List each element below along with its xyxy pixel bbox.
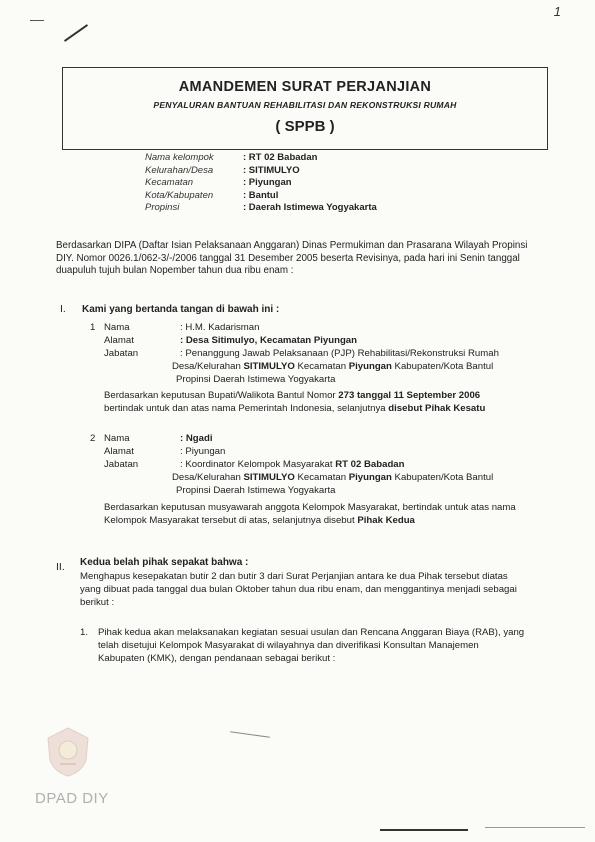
info-value: : Daerah Istimewa Yogyakarta <box>243 202 377 214</box>
party-1-position-line <box>172 361 493 374</box>
position-value: : Penanggung Jawab Pelaksanaan (PJP) Rehabilitasi/Rekonstruksi Rumah <box>180 348 499 359</box>
name-value: : H.M. Kadarisman <box>180 322 260 333</box>
party-2-name-row <box>104 433 213 446</box>
scan-mark <box>485 827 585 828</box>
party-1-position-row <box>104 348 499 361</box>
party-2-position-line <box>172 472 493 485</box>
text-span: 273 tanggal 11 September 2006 <box>338 390 481 401</box>
text-span: Kabupaten/Kota Bantul <box>391 472 494 483</box>
document-subtitle: PENYALURAN BANTUAN REHABILITASI DAN REKONSTRUKSI RUMAH <box>153 100 457 110</box>
text-span: Desa/Kelurahan <box>172 361 244 372</box>
pen-mark <box>64 24 88 42</box>
document-title: AMANDEMEN SURAT PERJANJIAN <box>178 79 432 95</box>
section-2-line: yang dibuat pada tanggal dua bulan Oktober tahun dua ribu enam, dan menggantinya menjadi sebagai <box>80 584 517 595</box>
party-2-position-row <box>104 459 405 472</box>
text-span: SITIMULYO <box>243 472 295 483</box>
text-span: SITIMULYO <box>243 361 295 372</box>
page-number: 1 <box>553 4 561 19</box>
coat-of-arms-logo <box>44 726 92 778</box>
info-row <box>145 177 377 190</box>
text-span: Pihak Kedua <box>357 515 415 526</box>
section-1-number: I. <box>60 303 66 315</box>
section-2-number: II. <box>56 561 65 573</box>
text-span: RT 02 Babadan <box>335 459 405 470</box>
party-2-position-line: Propinsi Daerah Istimewa Yogyakarta <box>176 485 336 496</box>
address-label: Alamat <box>104 335 134 346</box>
intro-paragraph <box>56 240 546 278</box>
text-span: Kabupaten/Kota Bantul <box>391 361 494 372</box>
intro-line: Berdasarkan DIPA (Daftar Isian Pelaksanaan Anggaran) Dinas Permukiman dan Prasarana Wilayah Propinsi <box>56 240 528 251</box>
info-value: : SITIMULYO <box>243 164 300 176</box>
party-1-name-row <box>104 322 259 335</box>
watermark-text: DPAD DIY <box>35 790 109 807</box>
text-span: : Koordinator Kelompok Masyarakat <box>180 459 336 470</box>
document-header <box>62 67 548 150</box>
party-1-address-row <box>104 335 357 348</box>
position-label: Jabatan <box>104 459 139 470</box>
scan-mark <box>230 731 270 738</box>
document-code: ( SPPB ) <box>275 118 335 135</box>
party-1-position-line: Propinsi Daerah Istimewa Yogyakarta <box>176 374 336 385</box>
item-1-line: Pihak kedua akan melaksanakan kegiatan sesuai usulan dan Rencana Anggaran Biaya (RAB), yang <box>98 627 525 638</box>
section-2-line: Menghapus kesepakatan butir 2 dan butir 3 dari Surat Perjanjian antara ke dua Pihak tersebut diatas <box>80 571 508 582</box>
info-label: Kecamatan <box>145 177 194 189</box>
section-2-title: Kedua belah pihak sepakat bahwa : <box>80 557 249 568</box>
name-label: Nama <box>104 322 130 333</box>
address-value: : Piyungan <box>180 446 226 457</box>
text-span: disebut Pihak Kesatu <box>388 403 486 414</box>
scan-mark <box>380 829 468 831</box>
info-row <box>145 152 377 165</box>
party-2-basis-line <box>104 515 415 528</box>
scan-mark <box>30 20 44 21</box>
party-2-address-row <box>104 446 225 459</box>
party-1-basis-line <box>104 390 480 403</box>
text-span: Berdasarkan keputusan Bupati/Walikota Bantul Nomor <box>104 390 339 401</box>
info-label: Kelurahan/Desa <box>145 164 214 176</box>
info-value: : Bantul <box>243 189 279 201</box>
party-1-number: 1 <box>90 322 96 333</box>
address-value: : Desa Sitimulyo, Kecamatan Piyungan <box>180 335 358 346</box>
text-span: Desa/Kelurahan <box>172 472 244 483</box>
party-2-number: 2 <box>90 433 96 444</box>
intro-line: DIY. Nomor 0026.1/062-3/-/2006 tanggal 31 Desember 2005 beserta Revisinya, pada hari ini Senin tanggal <box>56 252 520 264</box>
item-1-number: 1. <box>80 627 89 638</box>
info-label: Kota/Kabupaten <box>145 189 214 201</box>
info-row <box>145 190 377 203</box>
name-value: : Ngadi <box>180 433 213 444</box>
item-1-line: telah disetujui Kelompok Masyarakat di wilayahnya dan diverifikasi Konsultan Manajemen <box>98 640 479 651</box>
info-row <box>145 202 377 215</box>
info-label: Propinsi <box>145 202 180 214</box>
name-label: Nama <box>104 433 130 444</box>
address-label: Alamat <box>104 446 134 457</box>
item-1-line: Kabupaten (KMK), dengan pendanaan sebagai berikut : <box>98 653 336 664</box>
section-2-line: berikut : <box>80 597 115 608</box>
group-info <box>145 152 377 215</box>
info-value: : Piyungan <box>243 177 292 189</box>
text-span: Kecamatan <box>294 472 349 483</box>
party-1-basis-line <box>104 403 485 416</box>
text-span: Kelompok Masyarakat tersebut di atas, selanjutnya disebut <box>104 515 358 526</box>
text-span: Piyungan <box>348 472 392 483</box>
text-span: bertindak untuk dan atas nama Pemerintah Indonesia, selanjutnya <box>104 403 389 414</box>
info-row <box>145 165 377 178</box>
position-value <box>180 459 405 472</box>
party-2-basis-line: Berdasarkan keputusan musyawarah anggota Kelompok Masyarakat, bertindak untuk atas nama <box>104 502 516 513</box>
text-span: Kecamatan <box>294 361 349 372</box>
position-label: Jabatan <box>104 348 139 359</box>
section-1-title: Kami yang bertanda tangan di bawah ini : <box>82 304 280 315</box>
intro-line: duapuluh tujuh bulan Nopember tahun dua ribu enam : <box>56 265 294 277</box>
info-value: : RT 02 Babadan <box>243 152 318 163</box>
text-span: Piyungan <box>348 361 392 372</box>
info-label: Nama kelompok <box>145 152 214 163</box>
